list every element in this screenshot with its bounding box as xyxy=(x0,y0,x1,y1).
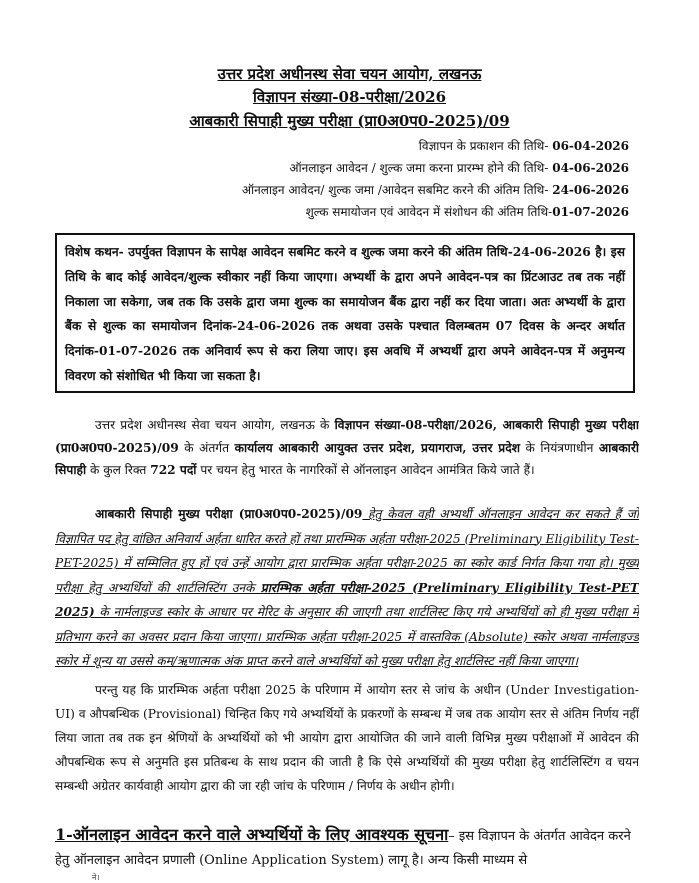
text-underlined: के नार्मलाइज्ड स्कोर के आधार पर मेरिट के अनुसार की जाएगी तथा शार्टलिस्ट किए गये अभ्यर्थियों को ही मुख्य परीक्षा में प्रतिभाग करने का अवसर प्रदान किया जाएगा। प्रारम्भिक अर्हता परीक्षा-2025 में वास्तविक (Absolute) स्कोर अथवा नार्मलाइज्ड स्कोर में शून्य या उससे कम/ऋणात्मक अंक प्राप्त करने वाले अभ्यर्थियों को मुख्य परीक्षा हेतु शार्टलिस्ट नहीं किया जाएगा। xyxy=(55,605,639,668)
text: पर चयन हेतु भारत के नागरिकों से ऑनलाइन आवेदन आमंत्रित किये जाते हैं। xyxy=(196,463,535,477)
text: परन्तु यह कि प्रारम्भिक अर्हता परीक्षा 2025 के परिणाम में आयोग स्तर से जांच के अधीन (Under Investigation-UI) व औपबन्धिक (Provisional) चिन्हित किए गये अभ्यर्थियों के प्रकरणों के सम्बन्ध में जब तक आयोग स्तर से अंतिम निर्णय नहीं लिया जाता तब तक इन श्रेणियों के अभ्यर्थियों को भी आयोग द्वारा आयोजित की जाने वाली विभिन्न मुख्य परीक्षाओं में आवेदन की औपबन्धिक रूप से अनुमति इस प्रतिबन्ध के साथ प्रदान की जाती है कि ऐसे अभ्यर्थियों की मुख्य परीक्षा हेतु शार्टलिस्टिंग व चयन सम्बन्धी अग्रेतर कार्यवाही आयोग द्वारा की जा रही जांच के परिणाम / निर्णय के अधीन होगी। xyxy=(55,683,639,793)
text: के नियंत्रणाधीन xyxy=(519,440,599,455)
text-bold: कार्यालय आबकारी आयुक्त उत्तर प्रदेश, प्रयागराज, उत्तर प्रदेश xyxy=(234,440,520,455)
provisional-paragraph xyxy=(55,678,639,810)
text-bold: आबकारी सिपाही xyxy=(55,440,639,477)
page-mark: ने। xyxy=(92,873,100,882)
important-dates xyxy=(109,135,629,223)
text-bold: विज्ञापन संख्या-08-परीक्षा/2026, आबकारी सिपाही मुख्य परीक्षा (प्रा0अ0प0-2025)/09 xyxy=(55,418,639,455)
text-bold: 722 पदों xyxy=(150,463,197,477)
section-title: 1-ऑनलाइन आवेदन करने वाले अभ्यर्थियों के लिए आवश्यक सूचना xyxy=(55,825,449,844)
date-row-start xyxy=(109,157,629,179)
date-row-last xyxy=(109,179,629,201)
date-value: 01-07-2026 xyxy=(552,205,629,219)
text: के कुल रिक्त xyxy=(86,463,151,477)
section-1 xyxy=(55,823,639,873)
text: के अंतर्गत xyxy=(178,440,235,455)
special-notice-box: विशेष कथन- उपर्युक्त विज्ञापन के सापेक्ष आवेदन सबमिट करने व शुल्क जमा करने की अंतिम तिथि-24-06-2026 है। इस तिथि के बाद कोई आवेदन/शुल्क स्वीकार नहीं किया जाएगा। अभ्यर्थी के द्वारा अपने आवेदन-पत्र का प्रिंटआउट तब तक नहीं निकाला जा सकेगा, जब तक कि उसके द्वारा जमा शुल्क का समायोजन बैंक द्वारा नहीं कर दिया जाता। अतः अभ्यर्थी के द्वारा बैंक से शुल्क का समायोजन दिनांक-24-06-2026 तक अथवा उसके पश्चात विलम्बतम 07 दिवस के अन्दर अर्थात दिनांक-01-07-2026 तक अनिवार्य रूप से करा लिया जाए। इस अवधि में अभ्यर्थी द्वारा अपने आवेदन-पत्र में अनुमन्य विवरण को संशोधित भी किया जा सकता है। xyxy=(55,233,635,393)
date-row-fee-adjust xyxy=(109,201,629,223)
date-value: 24-06-2026 xyxy=(552,183,629,197)
date-value: 06-04-2026 xyxy=(552,139,629,153)
text: उत्तर प्रदेश अधीनस्थ सेवा चयन आयोग, लखनऊ के xyxy=(95,418,335,432)
date-value: 04-06-2026 xyxy=(552,161,629,175)
commission-title: उत्तर प्रदेश अधीनस्थ सेवा चयन आयोग, लखनऊ xyxy=(217,65,482,83)
date-label: विज्ञापन के प्रकाशन की तिथि- xyxy=(418,139,549,153)
date-label: शुल्क समायोजन एवं आवेदन में संशोधन की अंतिम तिथि- xyxy=(305,205,553,219)
text-bold: प्रारम्भिक अर्हता परीक्षा-2025 (Preliminary Eligibility Test-PET 2025) xyxy=(55,580,639,619)
exam-title: आबकारी सिपाही मुख्य परीक्षा (प्रा0अ0प0-2025)/09 xyxy=(189,112,510,130)
eligibility-paragraph xyxy=(55,502,639,676)
section-text: – इस विज्ञापन के अंतर्गत आवेदन करने हेतु ऑनलाइन आवेदन प्रणाली (Online Application System) लागू है। अन्य किसी माध्यम से xyxy=(55,829,631,868)
advertisement-number: विज्ञापन संख्या-08-परीक्षा/2026 xyxy=(252,88,447,106)
date-label: ऑनलाइन आवेदन/ शुल्क जमा /आवेदन सबमिट करने की अंतिम तिथि- xyxy=(241,183,549,197)
date-row-publication xyxy=(109,135,629,157)
date-label: ऑनलाइन आवेदन / शुल्क जमा करना प्रारम्भ होने की तिथि- xyxy=(289,161,549,175)
text-underlined: हेतु केवल वही अभ्यर्थी ऑनलाइन आवेदन कर सकते हैं जो विज्ञापित पद हेतु वांछित अनिवार्य अर्हता धारित करते हों तथा प्रारम्भिक अर्हता परीक्षा-2025 (Preliminary Eligibility Test- PET-2025) में सम्मिलित हुए हों एवं उन्हें आयोग द्वारा प्रारम्भिक अर्हता परीक्षा-2025 का स्कोर कार्ड निर्गत किया गया हो। मुख्य परीक्षा हेतु अभ्यर्थियों की शार्टलिस्टिंग उनके xyxy=(55,507,639,595)
intro-paragraph xyxy=(55,414,639,506)
text-bold: आबकारी सिपाही मुख्य परीक्षा (प्रा0अ0प0-2025)/09 xyxy=(95,507,363,521)
